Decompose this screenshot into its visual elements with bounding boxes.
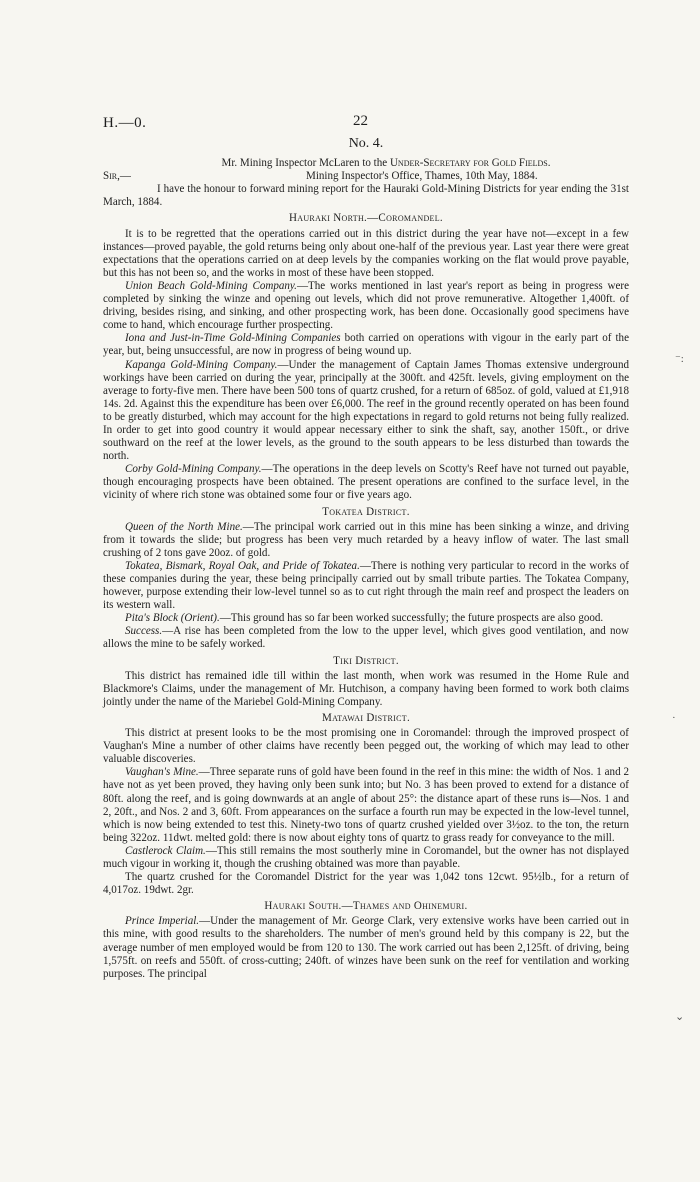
section-heading: Hauraki South.—Thames and Ohinemuri.: [264, 900, 468, 913]
section-heading: Matawai District.: [321, 711, 411, 724]
page-reference: H.—0.: [103, 115, 147, 131]
paragraph-text: —Under the management of Captain James Thomas extensive underground workings have been carried on during the year, principally at the 300ft. and 425ft. levels, giving employment on the average to forty-five men. There have been 500 tons of quartz crushed, for a return of 685oz. of gold, valued at £1,918 14s. 2d. Against this the expenditure has been over £6,000. The reef in the ground recently operated on has been found to be greatly disturbed, which may account for the high expectations in regard to gold returns not being fully realized. In order to get into good country it would appear necessary either to sink the shaft, say, another 150ft., or drive southward on the reef at the lower levels, as the ground to the south appears to be less disturbed than towards the north.: [103, 358, 629, 463]
paragraph: [103, 280, 629, 332]
paragraph-lead: Iona and Just-in-Time Gold-Mining Companies: [125, 332, 341, 345]
paragraph-text: —Under the management of Mr. George Clark, very extensive works have been carried out in this mine, with good results to the shareholders. The number of men's ground held by this company is 22, but the average number of men employed would be from 120 to 130. The work carried out has been 2,125ft. of driving, being 1,575ft. on reefs and 550ft. of cross-cutting; 240ft. of winzes have been sunk on the reef for ventilation and working purposes. The principal: [103, 915, 629, 980]
paragraph-lead: Vaughan's Mine.: [125, 766, 199, 779]
paragraph-text: —The principal work carried out in this mine has been sinking a winze, and driving from it towards the slide; but progress has been very much retarded by a heavy inflow of water. The last small crushing of 2 tons gave 20oz. of gold.: [103, 520, 629, 559]
paragraph-text: —This ground has so far been worked successfully; the future prospects are also good.: [219, 612, 604, 625]
paragraph-lead: Corby Gold-Mining Company.: [125, 463, 262, 476]
paragraph: [103, 521, 629, 560]
salutation-row: [103, 170, 629, 183]
paragraph-lead: Union Beach Gold-Mining Company.: [125, 279, 297, 292]
sections: [103, 212, 629, 980]
paragraph: [103, 845, 629, 871]
paragraph-text: This district has remained idle till within the last month, when work was resumed in the Home Rule and Blackmore's Claims, under the management of Mr. Hutchison, a company having been formed to work both claims jointly under the name of the Mariebel Gold-Mining Company.: [103, 669, 629, 708]
paragraph: [103, 766, 629, 845]
paragraph: [103, 625, 629, 651]
paragraph-text: —This still remains the most southerly mine in Coromandel, but the owner has not displayed much vigour in working it, though the crushing obtained was more than payable.: [103, 844, 630, 870]
paragraph-text: both carried on operations with vigour in the early part of the year, but, being unsuccessful, are now in progress of being wound up.: [103, 332, 629, 358]
section-heading: Tiki District.: [333, 654, 399, 667]
section-heading: Tokatea District.: [322, 505, 410, 518]
paragraph: [103, 727, 629, 766]
paragraph-lead: Tokatea, Bismark, Royal Oak, and Pride of Tokatea.: [125, 559, 360, 572]
paragraph-text: It is to be regretted that the operations carried out in this district during the year have not—except in a few instances—proved payable, the gold returns being only about one-half of the previous year. Last year there were great expectations that the operations carried on at deep levels by the companies working on the flat would prove payable, but this has not been so, and the works in most of these have been stopped.: [103, 227, 629, 279]
dateline: Mining Inspector's Office, Thames, 10th May, 1884.: [306, 170, 538, 183]
document-body: [103, 137, 629, 981]
paragraph-text: —The works mentioned in last year's report as being in progress were completed by sinking the winze and opening out levels, which did not prove remunerative. Altogether 1,400ft. of driving, besides rising, and sinking, and other prospecting work, has been done. Occasionally good specimens have come to hand, which encourage further prospecting.: [103, 279, 629, 332]
paragraph: [103, 915, 629, 980]
paragraph-lead: Castlerock Claim.: [125, 844, 206, 857]
margin-mark: ⁻:: [675, 353, 684, 365]
paragraph: [103, 463, 629, 502]
paragraph: [103, 871, 629, 897]
paragraph-lead: Pita's Block (Orient).: [125, 612, 220, 625]
paragraph-text: —Three separate runs of gold have been found in the reef in this mine: the width of Nos. 1 and 2 have not as yet been proved, they having only been sunk into; but No. 3 has been proved to extend for a distance of 80ft. along the reef, and is going downwards at an angle of about 25°: the distance apart of these runs is—Nos. 1 and 2, 20ft., and Nos. 2 and 3, 60ft. From appearances on the surface a fourth run may be expected in the low-level tunnel, which is now being extended to test this. Ninety-two tons of quartz crushed yielded over 3½oz. to the ton, the return being 322oz. 11dwt. melted gold: there is now about eighty tons of quartz to grass ready for conveyance to the mill.: [103, 766, 630, 844]
paragraph-lead: Queen of the North Mine.: [125, 520, 243, 533]
paragraph: [103, 228, 629, 280]
section-heading: Hauraki North.—Coromandel.: [289, 212, 443, 225]
paragraph-text: —There is nothing very particular to record in the works of these companies during the year, these being principally carried out by small tribute parties. The Tokatea Company, however, purpose extending their low-level tunnel so as to cut right through the main reef and prospect the leaders on its western wall.: [103, 559, 629, 612]
paragraph: [103, 612, 629, 625]
paragraph: [103, 332, 629, 358]
letter-title: [103, 157, 629, 170]
paragraph-text: —A rise has been completed from the low to the upper level, which gives good ventilation, and now allows the mine to be safely worked.: [103, 625, 629, 651]
title-from: Mr. Mining Inspector McLaren to the: [221, 157, 388, 170]
paragraph: [103, 359, 629, 464]
paragraph-lead: Success.: [125, 625, 163, 638]
paragraph: [103, 670, 629, 709]
paragraph-text: This district at present looks to be the most promising one in Coromandel: through the improved prospect of Vaughan's Mine a number of other claims have recently been pegged out, the working of which may lead to other valuable discoveries.: [103, 727, 629, 766]
margin-mark: ⌄: [675, 1011, 685, 1023]
salutation: Sir,—: [103, 170, 131, 183]
title-to: Under-Secretary for Gold Fields.: [389, 157, 551, 170]
page-number: 22: [353, 113, 368, 129]
letter-number: No. 4.: [348, 136, 384, 151]
paragraph-text: —The operations in the deep levels on Scotty's Reef have not turned out payable, though encouraging prospects have been obtained. The present operations are confined to the surface level, in the vicinity of where rich stone was obtained some four or five years ago.: [103, 463, 630, 502]
paragraph-lead: Kapanga Gold-Mining Company.: [125, 358, 278, 371]
paragraph-lead: Prince Imperial.: [125, 915, 200, 928]
paragraph-text: The quartz crushed for the Coromandel District for the year was 1,042 tons 12cwt. 95½lb., for a return of 4,017oz. 19dwt. 2gr.: [103, 871, 629, 897]
paragraph: [103, 560, 629, 612]
margin-mark: ·: [672, 712, 676, 724]
opening-paragraph: I have the honour to forward mining report for the Hauraki Gold-Mining Districts for year ending the 31st March, 1884.: [103, 183, 629, 209]
